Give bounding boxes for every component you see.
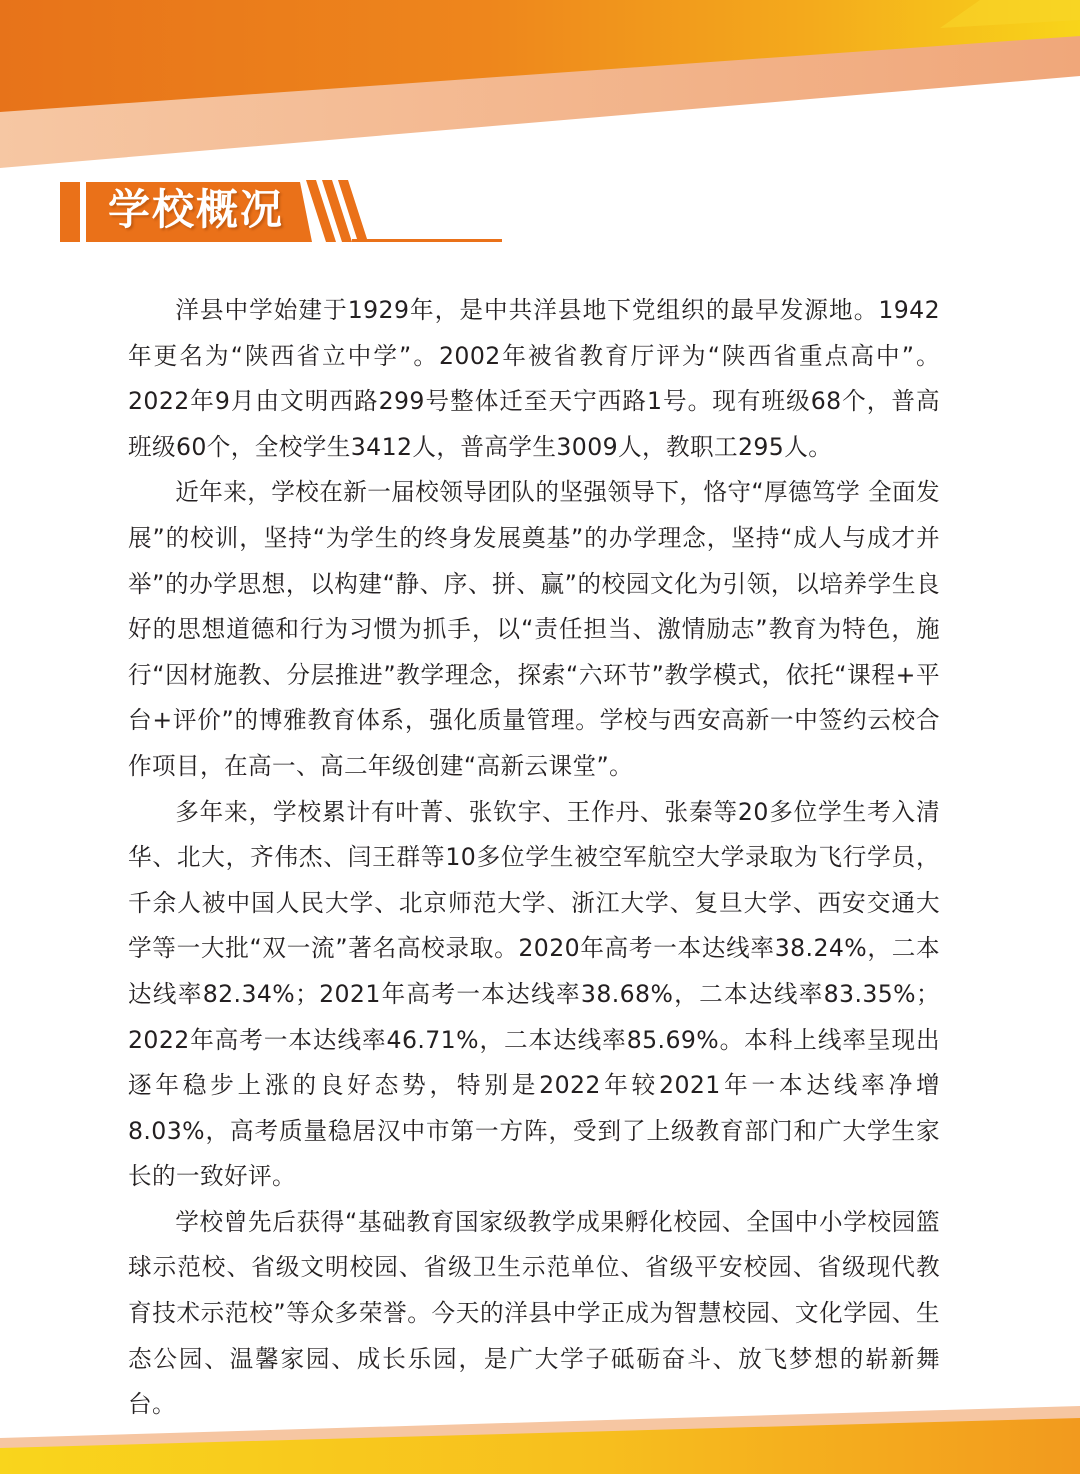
paragraph-history: 洋县中学始建于1929年，是中共洋县地下党组织的最早发源地。1942年更名为“陕西省立中学”。2002年被省教育厅评为“陕西省重点高中”。2022年9月由文明西路299号整体迁至天宁西路1号。现有班级68个，普高班级60个，全校学生3412人，普高学生3009人，教职工295人。 xyxy=(128,296,940,461)
paragraph-achievements: 多年来，学校累计有叶菁、张钦宇、王作丹、张秦等20多位学生考入清华、北大，齐伟杰、闫王群等10多位学生被空军航空大学录取为飞行学员，千余人被中国人民大学、北京师范大学、浙江大学、复旦大学、西安交通大学等一大批“双一流”著名高校录取。2020年高考一本达线率38.24%，二本达线率82.34%；2021年高考一本达线率38.68%，二本达线率83.35%；2022年高考一本达线率46.71%，二本达线率85.69%。本科上线率呈现出逐年稳步上涨的良好态势，特别是2022年较2021年一本达线率净增8.03%，高考质量稳居汉中市第一方阵，受到了上级教育部门和广大学生家长的一致好评。 xyxy=(128,797,940,1191)
top-decorative-banner xyxy=(0,0,1080,175)
paragraph-honors: 学校曾先后获得“基础教育国家级教学成果孵化校园、全国中小学校园篮球示范校、省级文明校园、省级卫生示范单位、省级平安校园、省级现代教育技术示范校”等众多荣誉。今天的洋县中学正成为智慧校园、文化学园、生态公园、温馨家园、成长乐园，是广大学子砥砺奋斗、放飞梦想的崭新舞台。 xyxy=(128,1207,940,1419)
paragraph-philosophy: 近年来，学校在新一届校领导团队的坚强领导下，恪守“厚德笃学 全面发展”的校训，坚持“为学生的终身发展奠基”的办学理念，坚持“成人与成才并举”的办学思想，以构建“静、序、拼、赢”的校园文化为引领，以培养学生良好的思想道德和行为习惯为抓手，以“责任担当、激情励志”教育为特色，施行“因材施教、分层推进”教学理念，探索“六环节”教学模式，依托“课程+平台+评价”的博雅教育体系，强化质量管理。学校与西安高新一中签约云校合作项目，在高一、高二年级创建“高新云课堂”。 xyxy=(128,478,940,780)
body-text xyxy=(128,288,940,1428)
section-header xyxy=(60,176,505,248)
bottom-decorative-banner xyxy=(0,1394,1080,1474)
section-title: 学校概况 xyxy=(108,185,285,234)
